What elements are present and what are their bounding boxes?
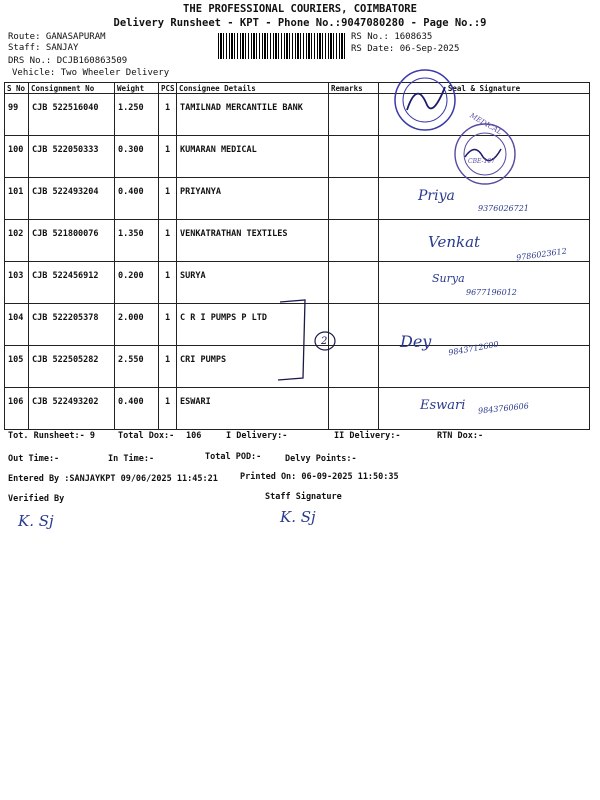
cell-weight: 2.550 — [115, 346, 159, 388]
ii-delivery: II Delivery:- — [334, 431, 401, 441]
cell-remarks — [329, 220, 379, 262]
entered-by: Entered By :SANJAYKPT 09/06/2025 11:45:21 — [8, 474, 218, 484]
vehicle: Vehicle: Two Wheeler Delivery — [12, 68, 170, 78]
table-row — [5, 220, 590, 262]
col-weight: Weight — [115, 83, 159, 94]
cell-remarks — [329, 178, 379, 220]
cell-consignee: ESWARI — [177, 388, 329, 430]
company-title: THE PROFESSIONAL COURIERS, COIMBATORE — [183, 3, 417, 15]
cell-pcs: 1 — [159, 304, 177, 346]
cell-sno: 105 — [5, 346, 29, 388]
cell-consignee: CRI PUMPS — [177, 346, 329, 388]
col-consignee: Consignee Details — [177, 83, 329, 94]
cell-pcs: 1 — [159, 388, 177, 430]
cell-consignee: VENKATRATHAN TEXTILES — [177, 220, 329, 262]
cell-weight: 0.400 — [115, 388, 159, 430]
stamp-text: MEDICAL — [468, 111, 504, 137]
cell-pcs: 1 — [159, 178, 177, 220]
cell-remarks — [329, 136, 379, 178]
cell-sno: 106 — [5, 388, 29, 430]
cell-weight: 2.000 — [115, 304, 159, 346]
col-sno: S No — [5, 83, 29, 94]
phone-101: 9376026721 — [478, 204, 529, 213]
cell-pcs: 1 — [159, 220, 177, 262]
cell-consignee: C R I PUMPS P LTD — [177, 304, 329, 346]
signature-103: Surya — [432, 272, 465, 285]
cell-consignment: CJB 521800076 — [29, 220, 115, 262]
col-consignment: Consignment No — [29, 83, 115, 94]
cell-weight: 0.300 — [115, 136, 159, 178]
cell-consignment: CJB 522205378 — [29, 304, 115, 346]
signature-102: Venkat — [428, 233, 481, 251]
rs-date: RS Date: 06-Sep-2025 — [351, 44, 460, 54]
cell-consignee: KUMARAN MEDICAL — [177, 136, 329, 178]
total-pod: Total POD:- — [205, 452, 262, 462]
signature-101: Priya — [418, 188, 455, 204]
cell-sno: 102 — [5, 220, 29, 262]
total-runsheet: Tot. Runsheet:- 9 — [8, 431, 95, 441]
cell-pcs: 1 — [159, 94, 177, 136]
rtn-dox: RTN Dox:- — [437, 431, 484, 441]
drs-number: DRS No.: DCJB160863509 — [8, 56, 128, 66]
phone-105: 9843712600 — [447, 339, 500, 358]
cell-consignee: TAMILNAD MERCANTILE BANK — [177, 94, 329, 136]
cell-pcs: 1 — [159, 346, 177, 388]
bracket-mark — [270, 296, 345, 386]
cell-consignment: CJB 522505282 — [29, 346, 115, 388]
cell-weight: 0.400 — [115, 178, 159, 220]
col-pcs: PCS — [159, 83, 177, 94]
cell-consignee: SURYA — [177, 262, 329, 304]
total-dox-label: Total Dox:- — [118, 431, 175, 441]
phone-103: 9677196012 — [466, 288, 517, 297]
signature-105: Dey — [400, 332, 432, 351]
i-delivery: I Delivery:- — [226, 431, 288, 441]
cell-sno: 99 — [5, 94, 29, 136]
cell-consignment: CJB 522493202 — [29, 388, 115, 430]
runsheet-title: Delivery Runsheet - KPT - Phone No.:9047080280 - Page No.:9 — [113, 17, 487, 29]
cell-pcs: 1 — [159, 136, 177, 178]
cell-consignment: CJB 522493204 — [29, 178, 115, 220]
verified-by-label: Verified By — [8, 494, 65, 504]
cell-weight: 0.200 — [115, 262, 159, 304]
rs-number: RS No.: 1608635 — [351, 32, 433, 42]
phone-102: 9786023612 — [515, 246, 568, 263]
col-signature: Seal & Signature — [379, 83, 590, 94]
stamp-code: CBE-107 — [468, 158, 495, 165]
route: Route: GANASAPURAM — [8, 32, 106, 42]
cell-consignment: CJB 522050333 — [29, 136, 115, 178]
cell-pcs: 1 — [159, 262, 177, 304]
delvy-points: Delvy Points:- — [285, 454, 357, 464]
cell-sno: 100 — [5, 136, 29, 178]
cell-remarks — [329, 94, 379, 136]
cell-remarks — [329, 388, 379, 430]
printed-on: Printed On: 06-09-2025 11:50:35 — [240, 472, 399, 482]
staff-signature-label: Staff Signature — [265, 492, 342, 502]
margin-number: 2 — [321, 336, 328, 347]
phone-106: 9843760606 — [477, 401, 530, 416]
cell-consignment: CJB 522516040 — [29, 94, 115, 136]
cell-sno: 104 — [5, 304, 29, 346]
verifier-signature: K. Sj — [18, 512, 54, 530]
signature-106: Eswari — [420, 398, 466, 413]
total-dox-value: 106 — [186, 431, 202, 441]
out-time: Out Time:- — [8, 454, 60, 464]
in-time: In Time:- — [108, 454, 155, 464]
staff: Staff: SANJAY — [8, 43, 79, 53]
cell-consignee: PRIYANYA — [177, 178, 329, 220]
cell-sno: 101 — [5, 178, 29, 220]
cell-signature — [379, 346, 590, 388]
cell-sno: 103 — [5, 262, 29, 304]
seal-stamps — [385, 62, 560, 187]
cell-consignment: CJB 522456912 — [29, 262, 115, 304]
cell-weight: 1.350 — [115, 220, 159, 262]
cell-signature — [379, 262, 590, 304]
cell-weight: 1.250 — [115, 94, 159, 136]
barcode — [218, 33, 346, 59]
col-remarks: Remarks — [329, 83, 379, 94]
staff-signature: K. Sj — [280, 508, 316, 526]
